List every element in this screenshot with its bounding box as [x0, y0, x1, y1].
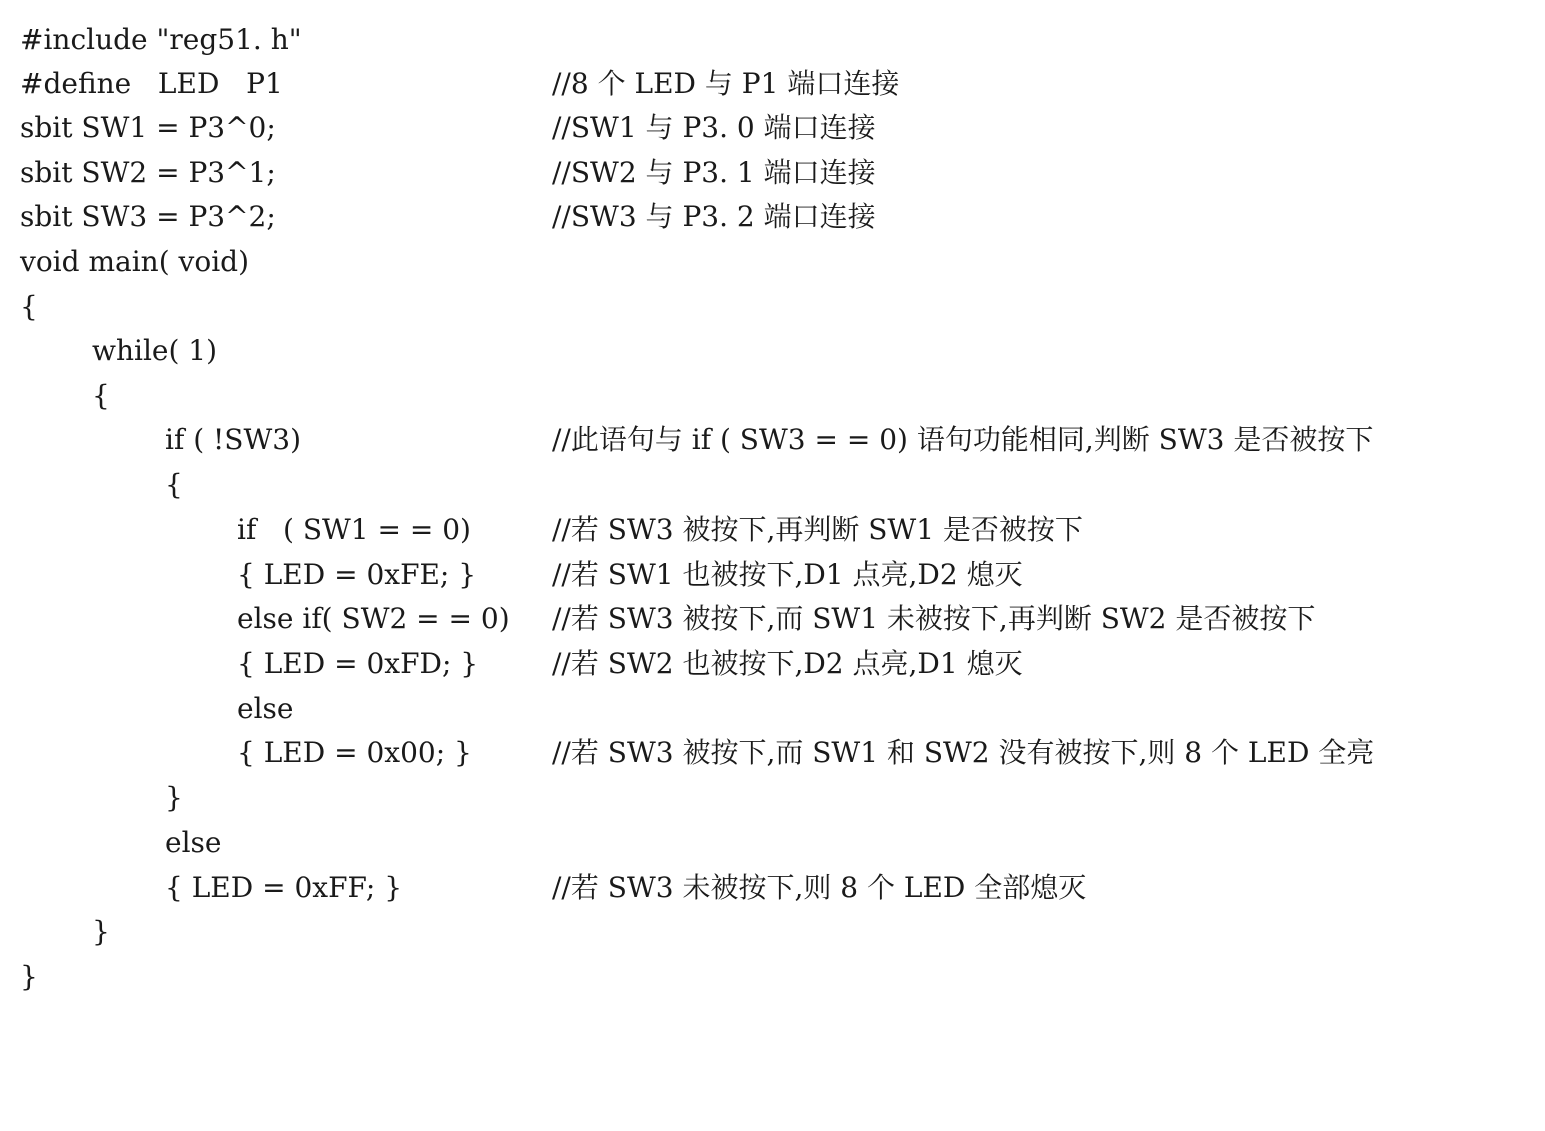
code-line — [0, 687, 1545, 731]
code-text: { — [165, 468, 183, 501]
code-comment: //SW2 与 P3. 1 端口连接 — [552, 156, 876, 189]
code-line — [0, 821, 1545, 865]
code-line — [0, 776, 1545, 820]
code-text: sbit SW2 = P3^1; — [20, 156, 276, 189]
code-line — [0, 418, 1545, 462]
code-text: else if( SW2 = = 0) — [237, 602, 510, 635]
code-line — [0, 731, 1545, 775]
code-text: else — [237, 692, 294, 725]
code-text: else — [165, 826, 222, 859]
code-comment: //若 SW3 未被按下,则 8 个 LED 全部熄灭 — [552, 871, 1087, 904]
code-line — [0, 463, 1545, 507]
code-line — [0, 866, 1545, 910]
code-text: if ( SW1 = = 0) — [237, 513, 471, 546]
code-line — [0, 195, 1545, 239]
code-text: } — [165, 781, 183, 814]
code-line — [0, 151, 1545, 195]
code-comment: //SW3 与 P3. 2 端口连接 — [552, 200, 876, 233]
code-text: void main( void) — [20, 245, 249, 278]
code-comment: //此语句与 if ( SW3 = = 0) 语句功能相同,判断 SW3 是否被按下 — [552, 423, 1374, 456]
code-text: } — [92, 915, 110, 948]
code-comment: //若 SW3 被按下,再判断 SW1 是否被按下 — [552, 513, 1083, 546]
code-line — [0, 597, 1545, 641]
code-line — [0, 62, 1545, 106]
code-text: { LED = 0xFD; } — [237, 647, 479, 680]
code-line — [0, 240, 1545, 284]
code-comment: //SW1 与 P3. 0 端口连接 — [552, 111, 876, 144]
code-line — [0, 374, 1545, 418]
code-line — [0, 910, 1545, 954]
code-line — [0, 642, 1545, 686]
code-text: sbit SW3 = P3^2; — [20, 200, 276, 233]
code-comment: //若 SW1 也被按下,D1 点亮,D2 熄灭 — [552, 558, 1023, 591]
code-text: #define LED P1 — [20, 67, 283, 100]
code-text: { LED = 0xFE; } — [237, 558, 477, 591]
code-line — [0, 553, 1545, 597]
code-line — [0, 508, 1545, 552]
code-comment: //若 SW3 被按下,而 SW1 未被按下,再判断 SW2 是否被按下 — [552, 602, 1316, 635]
code-text: { LED = 0x00; } — [237, 736, 472, 769]
code-comment: //若 SW2 也被按下,D2 点亮,D1 熄灭 — [552, 647, 1023, 680]
code-line — [0, 18, 1545, 62]
code-line — [0, 106, 1545, 150]
code-text: } — [20, 960, 38, 993]
code-text: { LED = 0xFF; } — [165, 871, 403, 904]
code-text: while( 1) — [92, 334, 218, 367]
code-comment: //若 SW3 被按下,而 SW1 和 SW2 没有被按下,则 8 个 LED 全亮 — [552, 736, 1375, 769]
code-line — [0, 329, 1545, 373]
code-line — [0, 955, 1545, 999]
code-text: if ( !SW3) — [165, 423, 301, 456]
code-text: sbit SW1 = P3^0; — [20, 111, 276, 144]
code-text: { — [20, 290, 38, 323]
code-text: { — [92, 379, 110, 412]
code-text: #include "reg51. h" — [20, 23, 302, 56]
code-comment: //8 个 LED 与 P1 端口连接 — [552, 67, 900, 100]
code-line — [0, 285, 1545, 329]
